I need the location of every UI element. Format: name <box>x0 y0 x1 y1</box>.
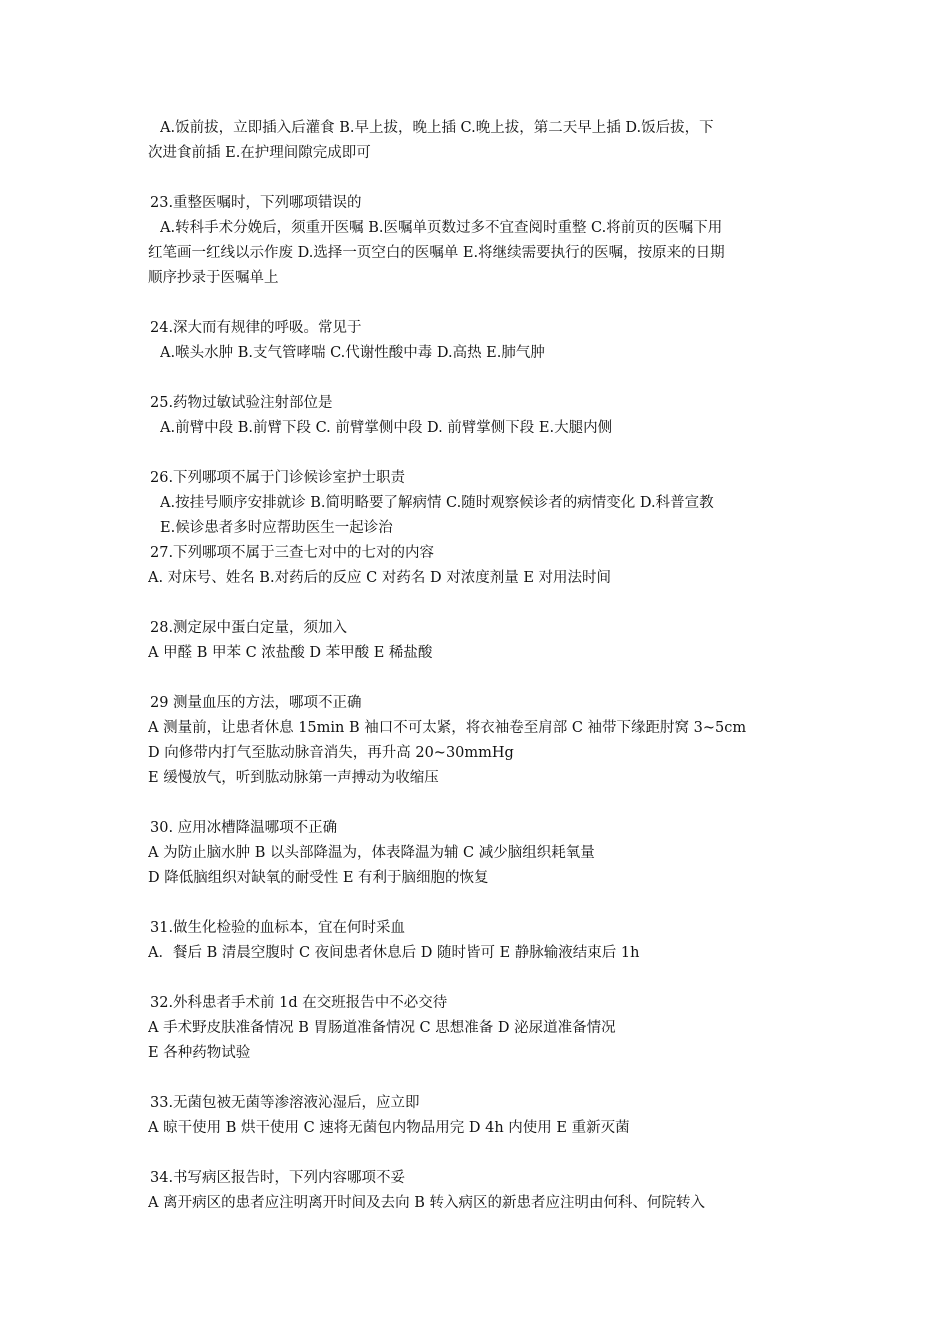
q24-title: 24.深大而有规律的呼吸。常见于 <box>150 320 362 336</box>
q29-title: 29 测量血压的方法，哪项不正确 <box>150 695 362 711</box>
q33-title: 33.无菌包被无菌等渗溶液沁湿后，应立即 <box>150 1095 420 1111</box>
q29-options-line-2: D 向修带内打气至肱动脉音消失，再升高 20~30mmHg <box>148 745 514 761</box>
q30-options-line-1: A 为防止脑水肿 B 以头部降温为，体表降温为辅 C 减少脑组织耗氧量 <box>148 845 595 861</box>
q32-options-line-1: A 手术野皮肤准备情况 B 胃肠道准备情况 C 思想准备 D 泌尿道准备情况 <box>148 1020 616 1036</box>
q30-title: 30. 应用冰槽降温哪项不正确 <box>150 820 338 836</box>
q31-title: 31.做生化检验的血标本，宜在何时采血 <box>150 920 406 936</box>
q28-options: A 甲醛 B 甲苯 C 浓盐酸 D 苯甲酸 E 稀盐酸 <box>148 645 433 661</box>
q22-options-line-2: 次进食前插 E.在护理间隙完成即可 <box>148 145 371 161</box>
q29-options-line-3: E 缓慢放气，听到肱动脉第一声搏动为收缩压 <box>148 770 439 786</box>
q27-options: A. 对床号、姓名 B.对药后的反应 C 对药名 D 对浓度剂量 E 对用法时间 <box>148 570 612 586</box>
q22-options-line-1: A.饭前拔，立即插入后灌食 B.早上拔，晚上插 C.晚上拔，第二天早上插 D.饭后拔，下 <box>160 120 714 136</box>
q34-options-line-1: A 离开病区的患者应注明离开时间及去向 B 转入病区的新患者应注明由何科、何院转入 <box>148 1195 705 1211</box>
q28-title: 28.测定尿中蛋白定量，须加入 <box>150 620 348 636</box>
q25-title: 25.药物过敏试验注射部位是 <box>150 395 333 411</box>
q23-options-line-1: A.转科手术分娩后，须重开医嘱 B.医嘱单页数过多不宜查阅时重整 C.将前页的医嘱下用 <box>160 220 723 236</box>
q23-options-line-2: 红笔画一红线以示作废 D.选择一页空白的医嘱单 E.将继续需要执行的医嘱，按原来的日期 <box>148 245 725 261</box>
q32-title: 32.外科患者手术前 1d 在交班报告中不必交待 <box>150 995 448 1011</box>
q23-title: 23.重整医嘱时，下列哪项错误的 <box>150 195 362 211</box>
q23-options-line-3: 顺序抄录于医嘱单上 <box>148 270 279 286</box>
q26-options-line-2: E.候诊患者多时应帮助医生一起诊治 <box>160 520 393 536</box>
q32-options-line-2: E 各种药物试验 <box>148 1045 251 1061</box>
q26-options-line-1: A.按挂号顺序安排就诊 B.简明略要了解病情 C.随时观察候诊者的病情变化 D.科普宣教 <box>160 495 714 511</box>
q27-title: 27.下列哪项不属于三查七对中的七对的内容 <box>150 545 435 561</box>
q33-options: A 晾干使用 B 烘干使用 C 速将无菌包内物品用完 D 4h 内使用 E 重新灭菌 <box>148 1120 630 1136</box>
q34-title: 34.书写病区报告时，下列内容哪项不妥 <box>150 1170 406 1186</box>
q26-title: 26.下列哪项不属于门诊候诊室护士职责 <box>150 470 406 486</box>
q29-options-line-1: A 测量前，让患者休息 15min B 袖口不可太紧，将衣袖卷至肩部 C 袖带下缘距肘窝 3~5cm <box>148 720 747 736</box>
q25-options: A.前臂中段 B.前臂下段 C. 前臂掌侧中段 D. 前臂掌侧下段 E.大腿内侧 <box>160 420 613 436</box>
q24-options: A.喉头水肿 B.支气管哮喘 C.代谢性酸中毒 D.高热 E.肺气肿 <box>160 345 545 361</box>
q31-options: A．餐后 B 清晨空腹时 C 夜间患者休息后 D 随时皆可 E 静脉输液结束后 1h <box>148 945 640 961</box>
q30-options-line-2: D 降低脑组织对缺氧的耐受性 E 有利于脑细胞的恢复 <box>148 870 489 886</box>
